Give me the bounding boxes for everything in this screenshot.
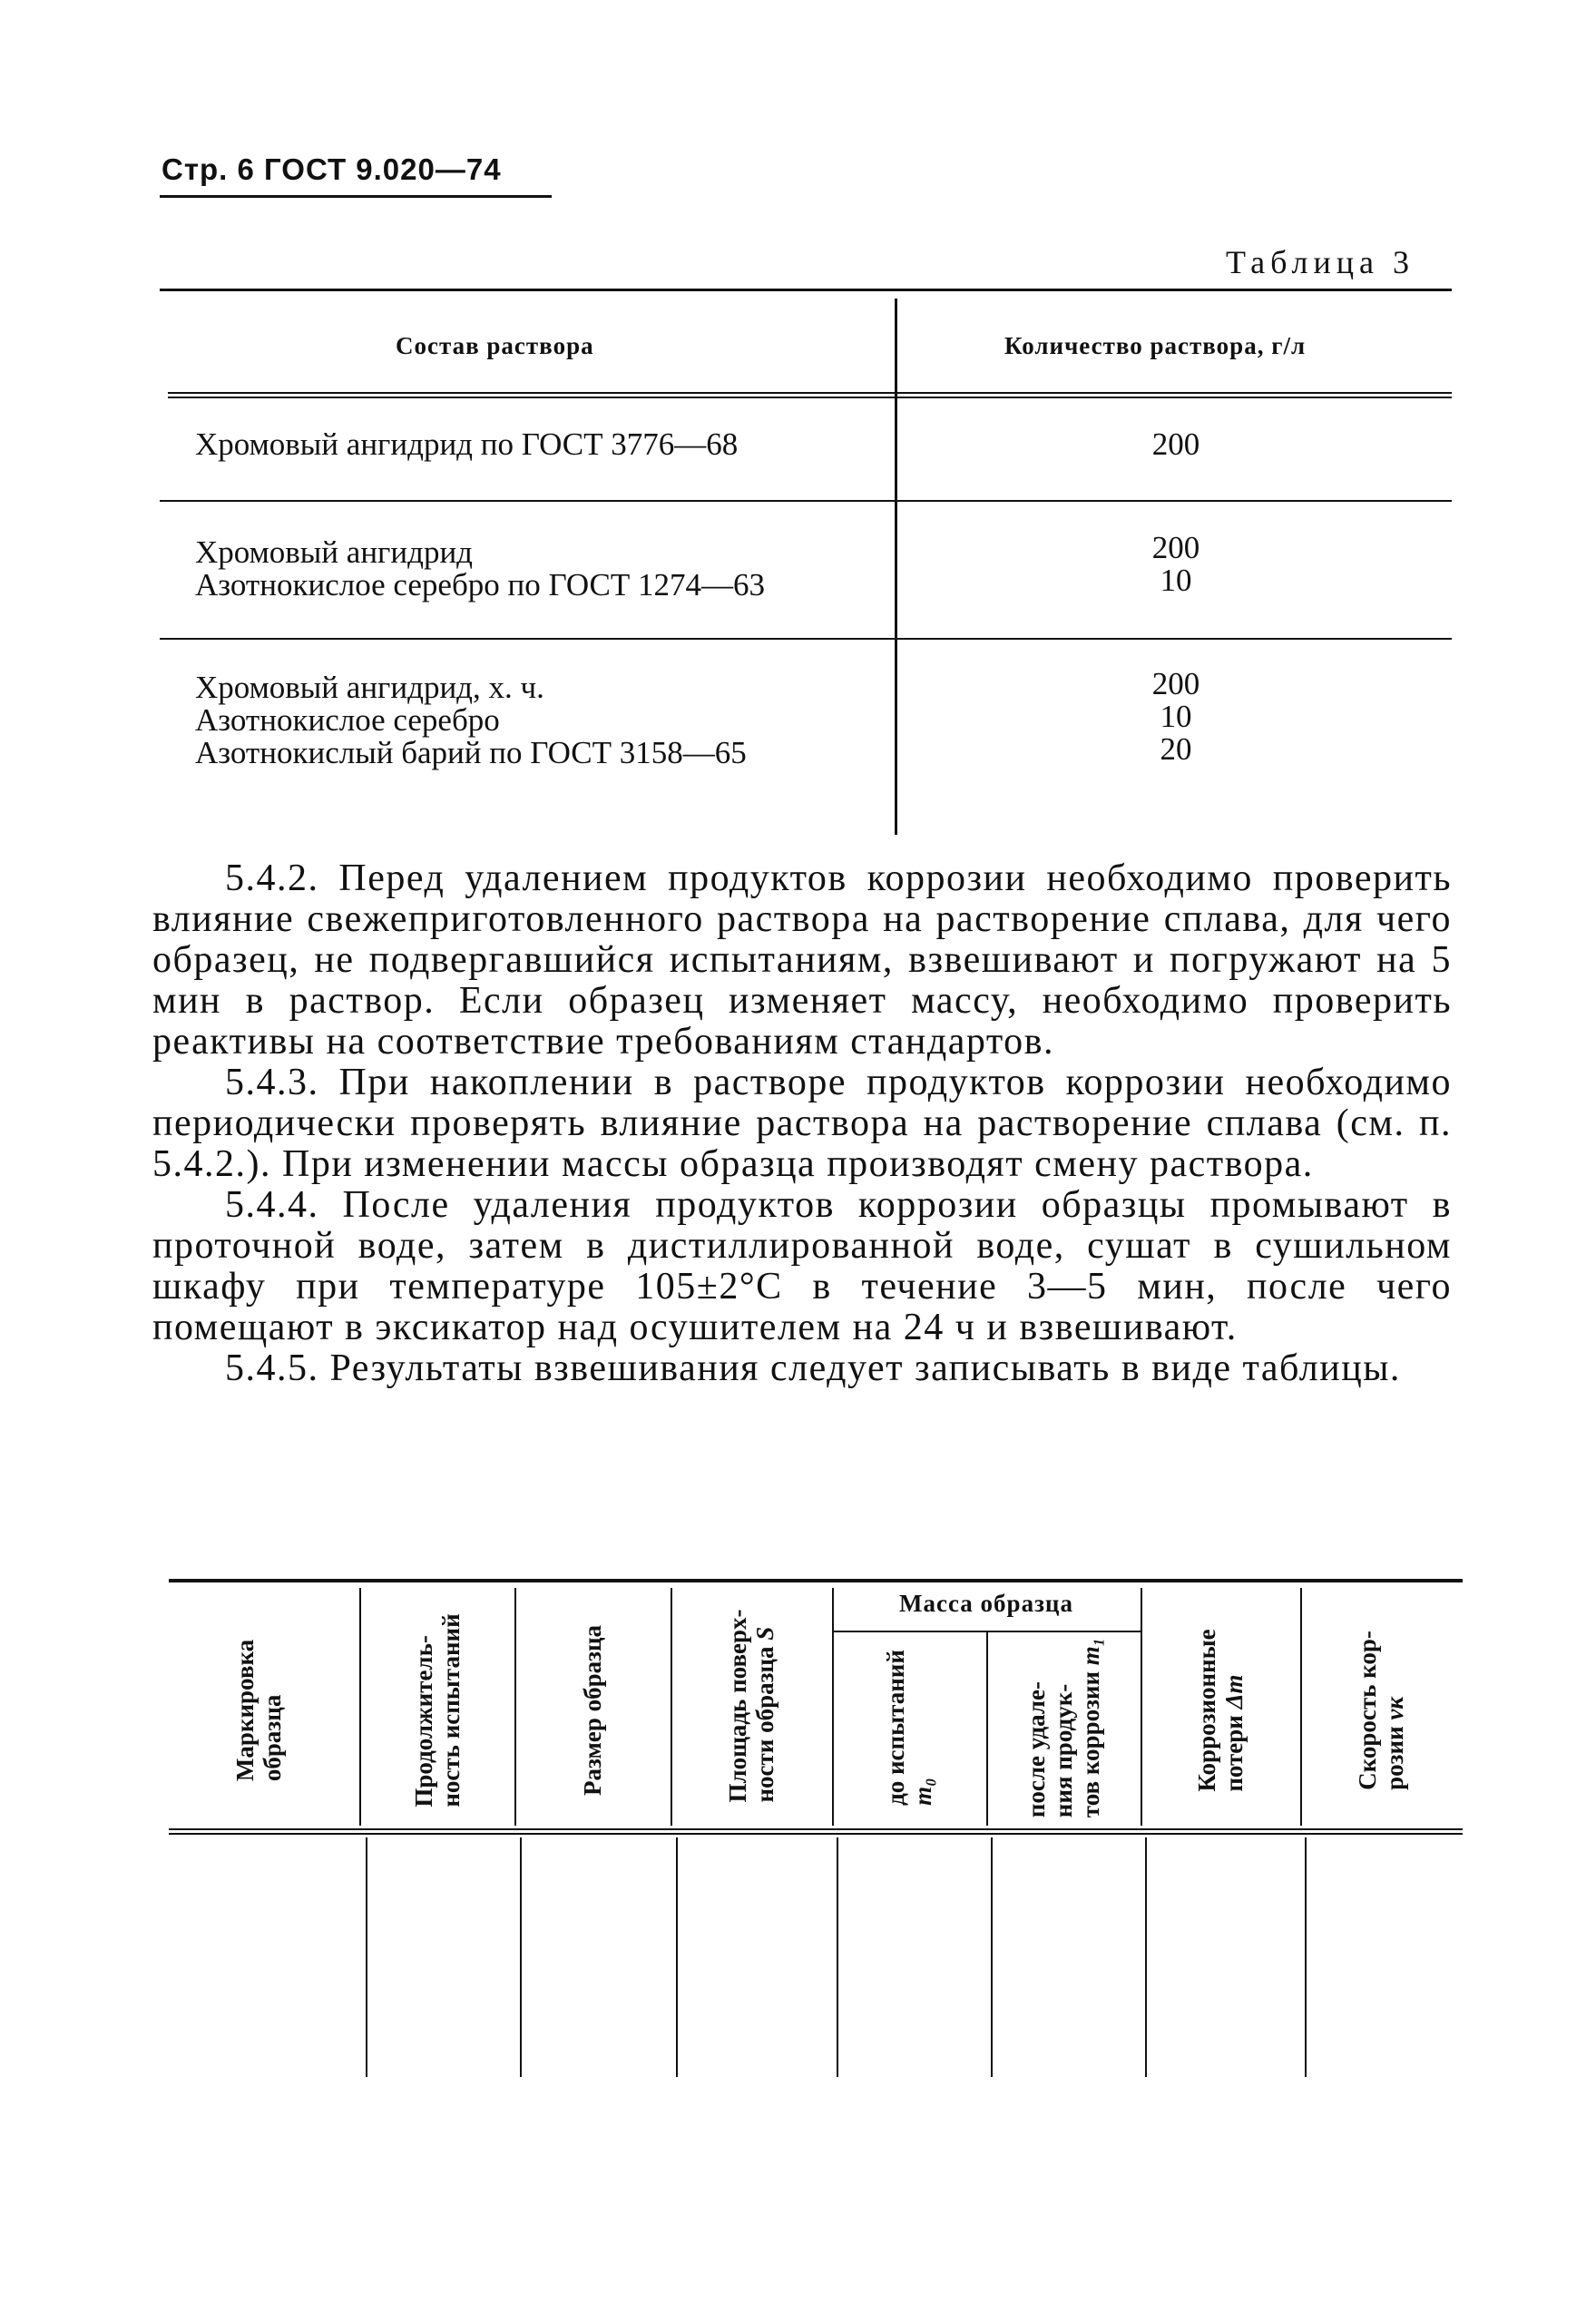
results-table-top-rule <box>169 1579 1463 1582</box>
paragraph-5-4-2: 5.4.2. Перед удалением продуктов коррозии необходимо проверить влияние свежеприготовленного раствора на растворение сплава, для чего образец, не подвергавшийся испытаниям, взвешивают и погружают на 5 мин в раствор. Если образец изменяет массу, необходимо проверить реактивы на соответствие требованиям стандартов. <box>152 857 1452 1063</box>
paragraph-5-4-3: 5.4.3. При накоплении в растворе продуктов коррозии необходимо периодически проверять влияние раствора на растворение сплава (см. п. 5.4.2.). При изменении массы образца производят смену раствора. <box>152 1062 1452 1185</box>
results-table-divider <box>514 1588 516 1826</box>
table3-header-rule <box>168 392 1452 398</box>
results-table-divider <box>520 1837 522 2077</box>
paragraph-5-4-5: 5.4.5. Результаты взвешивания следует записывать в виде таблицы. <box>225 1347 1401 1389</box>
column-label-corrosion-loss: Коррозионные потери Δm <box>1193 1629 1248 1792</box>
results-table-header-rule <box>169 1828 1463 1835</box>
page-header: Стр. 6 ГОСТ 9.020—74 <box>162 152 502 186</box>
column-label-marking: Маркировка образца <box>231 1639 286 1782</box>
results-table-divider <box>359 1588 361 1826</box>
results-table-divider <box>366 1837 367 2077</box>
table3-row-3-value-3: 20 <box>1160 731 1192 767</box>
results-table-divider <box>671 1588 672 1826</box>
results-table-divider <box>1300 1588 1302 1826</box>
table3-row-2-line-1: Хромовый ангидрид <box>195 534 473 570</box>
table3-header-composition: Состав раствора <box>396 332 594 359</box>
paragraph-5-4-4: 5.4.4. После удаления продуктов коррозии образцы промывают в проточной воде, затем в дистиллированной воде, сушат в сушильном шкафу при температуре 105±2°С в течение 3—5 мин, после чего помещают в эксикатор над осушителем на 24 ч и взвешивают. <box>152 1184 1452 1348</box>
column-label-size: Размер образца <box>579 1624 606 1797</box>
results-table-divider <box>832 1588 834 1826</box>
table3-row-3-line-3: Азотнокислый барий по ГОСТ 3158—65 <box>195 735 747 770</box>
table3-row-1-line-1: Хромовый ангидрид по ГОСТ 3776—68 <box>195 426 739 462</box>
column-label-duration: Продолжитель- ность испытаний <box>410 1613 465 1807</box>
table-caption: Таблица 3 <box>1226 244 1415 280</box>
table3-row-2-value-2: 10 <box>1160 563 1192 598</box>
results-table-divider <box>986 1631 988 1826</box>
results-table-divider <box>1141 1588 1142 1826</box>
results-table-mass-group-label: Масса образца <box>899 1590 1073 1617</box>
results-table-divider <box>837 1837 838 2077</box>
body-text <box>152 858 1452 1389</box>
table3-row-3-value-2: 10 <box>1160 699 1192 734</box>
header-rule <box>160 195 552 198</box>
table3-row-1-value-1: 200 <box>1151 426 1200 462</box>
table3-row-rule <box>160 500 1452 502</box>
results-table-divider <box>1145 1837 1147 2077</box>
results-table-divider <box>991 1837 993 2077</box>
table3-row-2-value-1: 200 <box>1151 530 1200 565</box>
table3-top-rule <box>160 289 1452 291</box>
table3-header-quantity: Количество раствора, г/л <box>1004 332 1307 359</box>
table3-row-3-line-2: Азотнокислое серебро <box>195 702 500 738</box>
column-label-mass-before: до испытаний m₀ <box>882 1650 936 1806</box>
table3-row-3-line-1: Хромовый ангидрид, х. ч. <box>195 670 544 705</box>
column-label-corrosion-rate: Скорость кор- розии vк <box>1354 1631 1408 1790</box>
column-label-surface-area: Площадь поверх- ности образца S <box>724 1609 778 1803</box>
table3-row-3-value-1: 200 <box>1151 666 1200 701</box>
results-table-mass-group-rule <box>832 1631 1141 1632</box>
column-label-mass-after: после удале- ния продук- тов коррозии m₁ <box>1023 1637 1104 1818</box>
results-table-divider <box>1305 1837 1307 2077</box>
results-table-divider <box>676 1837 678 2077</box>
table3-column-divider <box>895 299 897 835</box>
table3-row-rule <box>160 638 1452 640</box>
table3-row-2-line-2: Азотнокислое серебро по ГОСТ 1274—63 <box>195 567 766 602</box>
